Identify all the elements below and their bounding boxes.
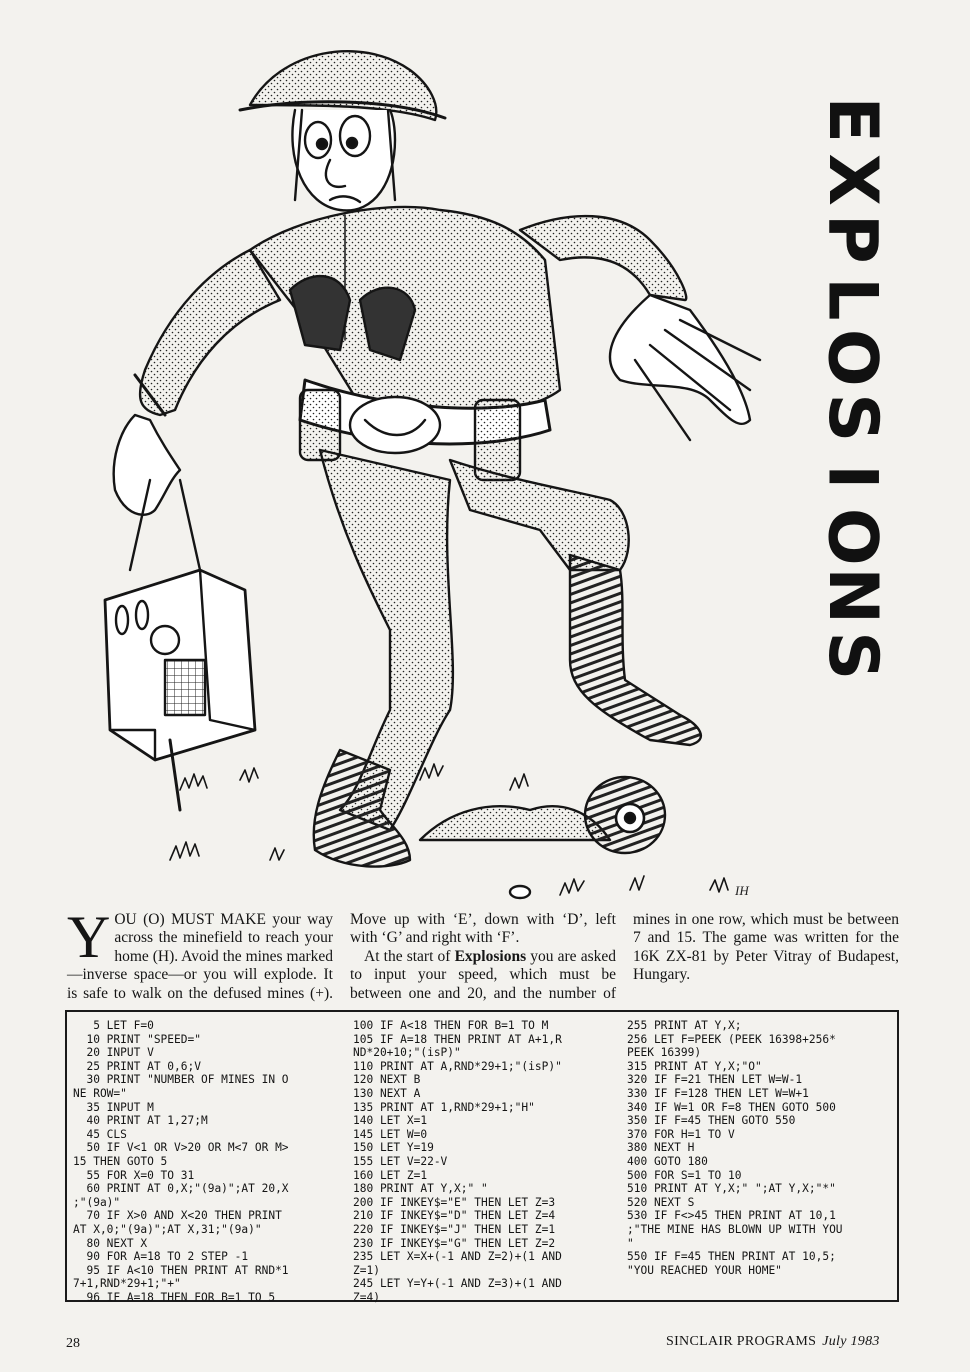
issue-date: July 1983 (822, 1334, 880, 1349)
description-text-start: At the start of (364, 947, 455, 965)
publication-name: SINCLAIR PROGRAMS (666, 1334, 817, 1349)
page-number: 28 (66, 1336, 80, 1351)
running-footer (666, 1334, 880, 1350)
title-letter: I (812, 464, 892, 490)
title-letter: P (812, 213, 892, 264)
title-letter: N (812, 567, 892, 625)
program-name: Explosions (454, 947, 527, 965)
title-letter: S (812, 630, 892, 680)
title-letter: O (812, 507, 892, 566)
title-letter: L (812, 276, 892, 320)
listing-column-3: 255 PRINT AT Y,X; 256 LET F=PEEK (PEEK 16398+256* PEEK 16399) 315 PRINT AT Y,X;"O" 320 IF F=21 THEN LET W=W-1 330 IF F=128 THEN LET W=W+1 340 IF W=1 OR F=8 THEN GOTO 500 350 IF F=45 THEN GOTO 550 370 FOR H=1 TO V 380 NEXT H 400 GOTO 180 500 FOR S=1 TO 10 510 PRINT AT Y,X;" ";AT Y,X;"*" 520 NEXT S 530 IF F<>45 THEN PRINT AT 10,1 ;"THE MINE HAS BLOWN UP WITH YOU " 550 IF F=45 THEN PRINT AT 10,5; "YOU REACHED YOUR HOME" (627, 1019, 843, 1277)
soldier-minefield-illustration (90, 10, 790, 905)
title-letter: X (812, 153, 892, 206)
listing-column-2: 100 IF A<18 THEN FOR B=1 TO M 105 IF A=18 THEN PRINT AT A+1,R ND*20+10;"(isP)" 110 PRINT AT A,RND*29+1;"(isP)" 120 NEXT B 130 NEXT A 135 PRINT AT 1,RND*29+1;"H" 140 LET X=1 145 LET W=0 150 LET Y=19 155 LET V=22-V 160 LET Z=1 180 PRINT AT Y,X;" " 200 IF INKEY$="E" THEN LET Z=3 210 IF INKEY$="D" THEN LET Z=4 220 IF INKEY$="J" THEN LET Z=1 230 IF INKEY$="G" THEN LET Z=2 235 LET X=X+(-1 AND Z=2)+(1 AND Z=1) 245 LET Y=Y+(-1 AND Z=3)+(1 AND Z=4) (353, 1019, 562, 1304)
listing-column-1: 5 LET F=0 10 PRINT "SPEED=" 20 INPUT V 25 PRINT AT 0,6;V 30 PRINT "NUMBER OF MINES IN O NE ROW=" 35 INPUT M 40 PRINT AT 1,27;M 45 CLS 50 IF V<1 OR V>20 OR M<7 OR M> 15 THEN GOTO 5 55 FOR X=0 TO 31 60 PRINT AT 0,X;"(9a)";AT 20,X ;"(9a)" 70 IF X>0 AND X<20 THEN PRINT AT X,0;"(9a)";AT X,31;"(9a)" 80 NEXT X 90 FOR A=18 TO 2 STEP -1 95 IF A<10 THEN PRINT AT RND*1 7+1,RND*29+1;"+" 96 IF A=18 THEN FOR B=1 TO 5 (73, 1019, 289, 1304)
article-title (812, 90, 892, 685)
article-body (67, 904, 899, 1007)
title-letter: O (812, 328, 892, 387)
drop-cap: Y (67, 904, 111, 970)
title-letter: S (812, 392, 892, 442)
intro-text: OU (O) MUST MAKE your way across the minefield to reach your home (H). Avoid the mines marked—inverse space—or you will explode. It is safe to walk on the defused mines (+). Move up with ‘E’, down with ‘D’, left with ‘G’ and right with ‘F’. (67, 911, 616, 1002)
description-text-end: you are asked to input your speed, which must be between one and 20, and the number of mines in one row, which must be between 7 and 15. The game was written for the 16K ZX-81 by Peter Vitray of Budapest, Hungary. (350, 911, 899, 1002)
title-letter: E (812, 96, 892, 143)
program-listing (65, 1010, 899, 1302)
artist-signature: IH (735, 883, 749, 898)
